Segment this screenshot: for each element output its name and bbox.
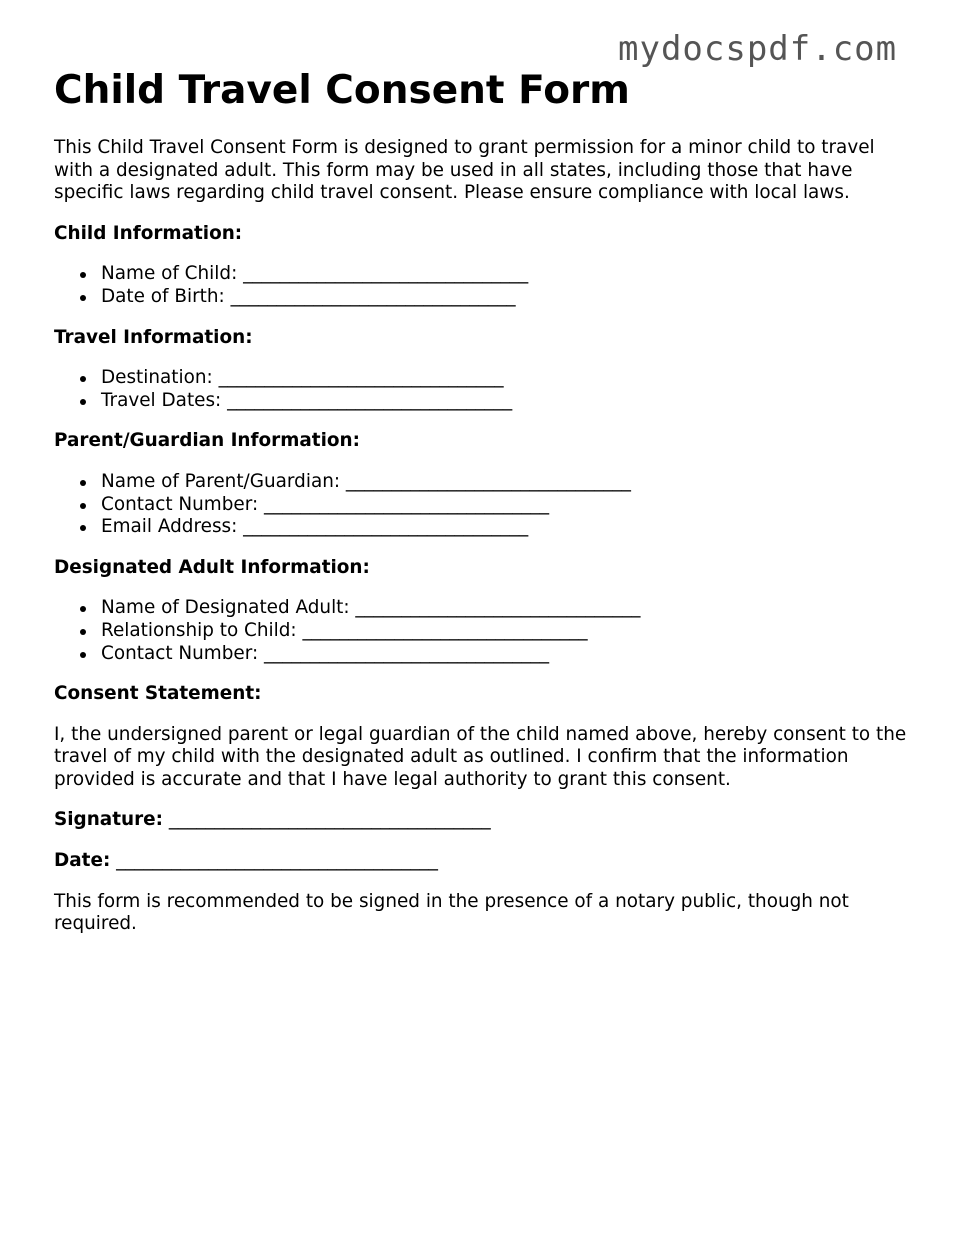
list-item-date-of-birth: Date of Birth: _______________________________ [101,286,914,309]
signature-blank: ___________________________________ [163,809,491,831]
document-body [54,68,914,936]
section-heading-child-information: Child Information: [54,222,243,244]
list-item-contact-number: Contact Number: _______________________________ [101,494,914,517]
section-heading-travel-information: Travel Information: [54,326,253,348]
page-title: Child Travel Consent Form [54,68,630,113]
child-information-list [54,263,914,308]
list-item-adult-contact-number: Contact Number: _______________________________ [101,643,914,666]
list-item-name-of-parent-guardian: Name of Parent/Guardian: _______________________________ [101,471,914,494]
list-item-destination: Destination: _______________________________ [101,367,914,390]
footer-note: This form is recommended to be signed in the presence of a notary public, though not required. [54,890,849,935]
list-item-travel-dates: Travel Dates: _______________________________ [101,390,914,413]
section-heading-consent-statement: Consent Statement: [54,683,262,705]
section-heading-parent-guardian-information: Parent/Guardian Information: [54,430,360,452]
list-item-name-of-designated-adult: Name of Designated Adult: _______________________________ [101,597,914,620]
signature-label: Signature: [54,809,163,831]
watermark: mydocspdf.com [618,29,898,69]
designated-adult-information-list [54,597,914,665]
consent-statement-text: I, the undersigned parent or legal guardian of the child named above, hereby consent to the travel of my child with the designated adult as outlined. I confirm that the information provided is accurate and that I have legal authority to grant this consent. [54,723,907,790]
parent-guardian-information-list [54,471,914,539]
list-item-name-of-child: Name of Child: _______________________________ [101,263,914,286]
intro-paragraph: This Child Travel Consent Form is designed to grant permission for a minor child to travel with a designated adult. This form may be used in all states, including those that have specific laws regarding child travel consent. Please ensure compliance with local laws. [54,137,875,204]
date-label: Date: [54,850,111,872]
signature-line [54,809,914,832]
section-heading-designated-adult-information: Designated Adult Information: [54,556,370,578]
date-blank: ___________________________________ [110,850,438,872]
travel-information-list [54,367,914,412]
date-line [54,850,914,873]
list-item-relationship-to-child: Relationship to Child: _______________________________ [101,620,914,643]
list-item-email-address: Email Address: _______________________________ [101,516,914,539]
